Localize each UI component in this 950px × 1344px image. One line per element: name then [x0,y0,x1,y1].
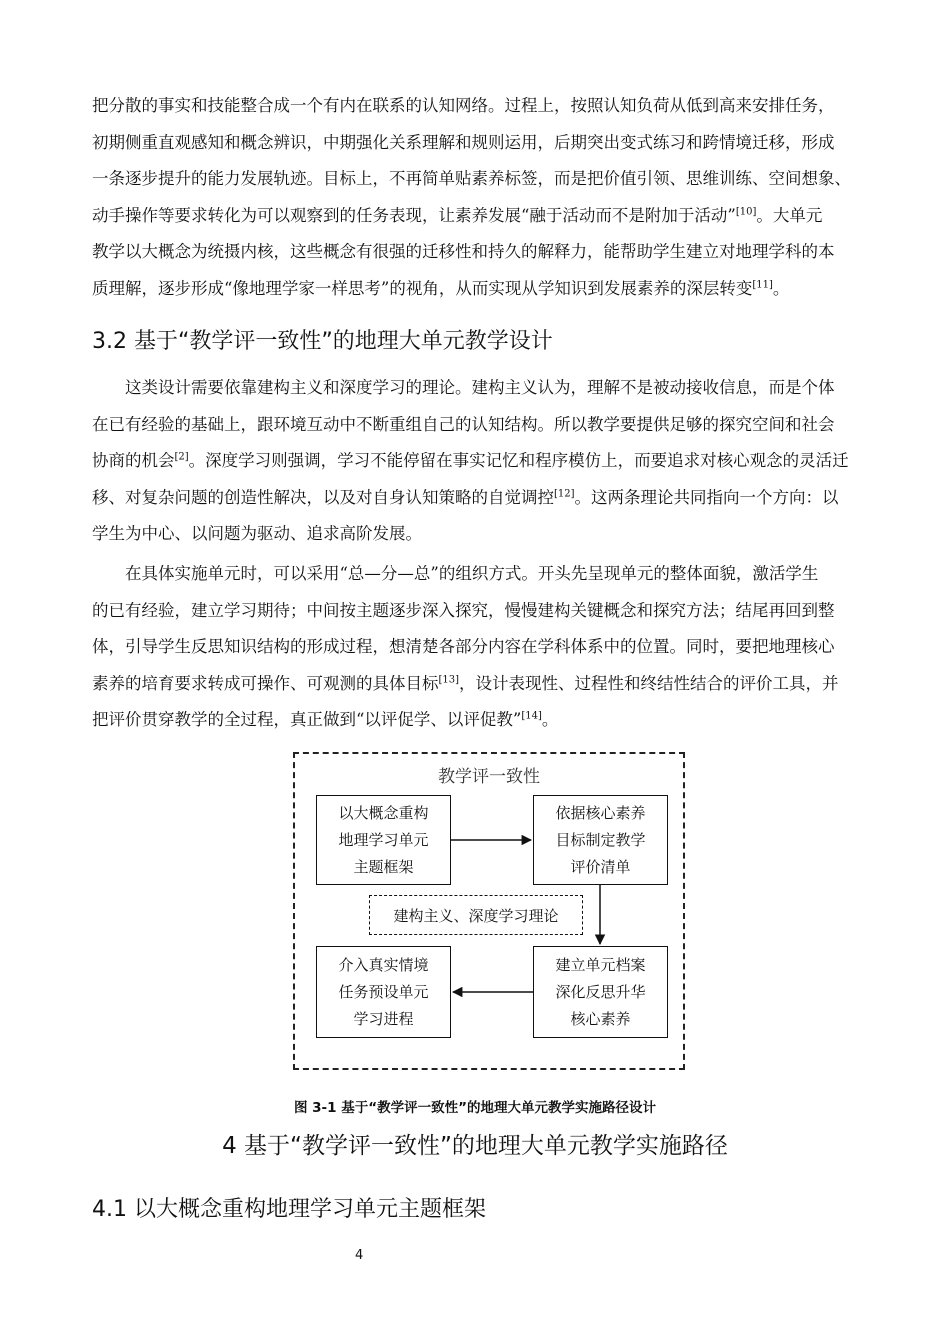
box-line: 建构主义、深度学习理论 [393,906,559,925]
text-line: 一条逐步提升的能力发展轨迹。目标上，不再简单贴素养标签，而是把价值引领、思维训练、空间想象、 [92,169,851,188]
figure-caption: 图 3-1 基于“教学评一致性”的地理大单元教学实施路径设计 [293,1100,657,1116]
text-line: 。 [772,278,790,298]
paragraph-intro-continuation [92,88,858,307]
box-line: 以大概念重构 [338,803,429,822]
text-line: 把分散的事实和技能整合成一个有内在联系的认知网络。过程上，按照认知负荷从低到高来安排任务， [92,96,835,115]
text-line: 。深度学习则强调，学习不能停留在事实记忆和程序模仿上，而要追求对核心观念的灵活迁 [188,451,849,470]
text-line: ，设计表现性、过程性和终结性结合的评价工具，并 [459,673,839,693]
box-line: 建立单元档案 [555,955,646,974]
text-line: 。大单元 [756,205,823,225]
figure-title: 教学评一致性 [438,767,540,787]
section-heading-4-1: 4.1 以大概念重构地理学习单元主题框架 [92,1197,486,1222]
figure-flow-diagram [293,752,685,1070]
text-line: 初期侧重直观感知和概念辨识，中期强化关系理解和规则运用，后期突出变式练习和跨情境迁移，形成 [92,132,835,152]
section-heading-4: 4 基于“教学评一致性”的地理大单元教学实施路径 [222,1133,728,1159]
paragraph-theory [92,370,858,553]
page-number: 4 [355,1248,364,1263]
text-line: 移、对复杂问题的创造性解决，以及对自身认知策略的自觉调控 [92,487,554,507]
citation-ref: [10] [735,206,757,217]
text-line: 。 [541,710,559,729]
box-line: 任务预设单元 [338,982,429,1001]
text-line: 素养的培育要求转成可操作、可观测的具体目标 [92,673,439,693]
citation-ref: [2] [174,451,189,463]
citation-ref: [14] [521,710,542,722]
box-line: 介入真实情境 [338,955,429,974]
figure-arrows [295,754,683,1068]
text-line: 这类设计需要依靠建构主义和深度学习的理论。建构主义认为，理解不是被动接收信息，而是个体 [125,378,835,397]
text-line: 体，引导学生反思知识结构的形成过程，想清楚各部分内容在学科体系中的位置。同时，要把地理核心 [92,637,835,656]
box-line: 依据核心素养 [555,803,646,822]
text-line: 质理解，逐步形成“像地理学家一样思考”的视角，从而实现从学知识到发展素养的深层转变 [92,278,753,298]
box-line: 地理学习单元 [338,830,429,849]
box-line: 目标制定教学 [555,830,646,849]
box-line: 学习进程 [353,1009,414,1028]
section-heading-3-2: 3.2 基于“教学评一致性”的地理大单元教学设计 [92,329,553,354]
text-line: 把评价贯穿教学的全过程，真正做到“以评促学、以评促教” [92,710,522,729]
text-line: 学生为中心、以问题为驱动、追求高阶发展。 [92,524,422,543]
text-line: 在具体实施单元时，可以采用“总—分—总”的组织方式。开头先呈现单元的整体面貌，激活学生 [125,564,819,583]
box-line: 主题框架 [353,857,414,876]
box-line: 深化反思升华 [555,982,646,1001]
text-line: 协商的机会 [92,451,175,470]
text-line: 在已有经验的基础上，跟环境互动中不断重组自己的认知结构。所以教学要提供足够的探究空间和社会 [92,414,835,434]
text-line: 动手操作等要求转化为可以观察到的任务表现，让素养发展“融于活动而不是附加于活动” [92,205,736,225]
text-line: 的已有经验，建立学习期待；中间按主题逐步深入探究，慢慢建构关键概念和探究方法；结尾再回到整 [92,600,835,620]
box-line: 评价清单 [570,857,631,876]
text-line: 教学以大概念为统摄内核，这些概念有很强的迁移性和持久的解释力，能帮助学生建立对地理学科的本 [92,242,835,261]
citation-ref: [11] [752,279,773,290]
text-line: 。这两条理论共同指向一个方向：以 [574,487,839,507]
citation-ref: [13] [438,674,460,685]
citation-ref: [12] [554,488,575,499]
box-line: 核心素养 [570,1009,631,1028]
paragraph-implementation [92,556,858,739]
